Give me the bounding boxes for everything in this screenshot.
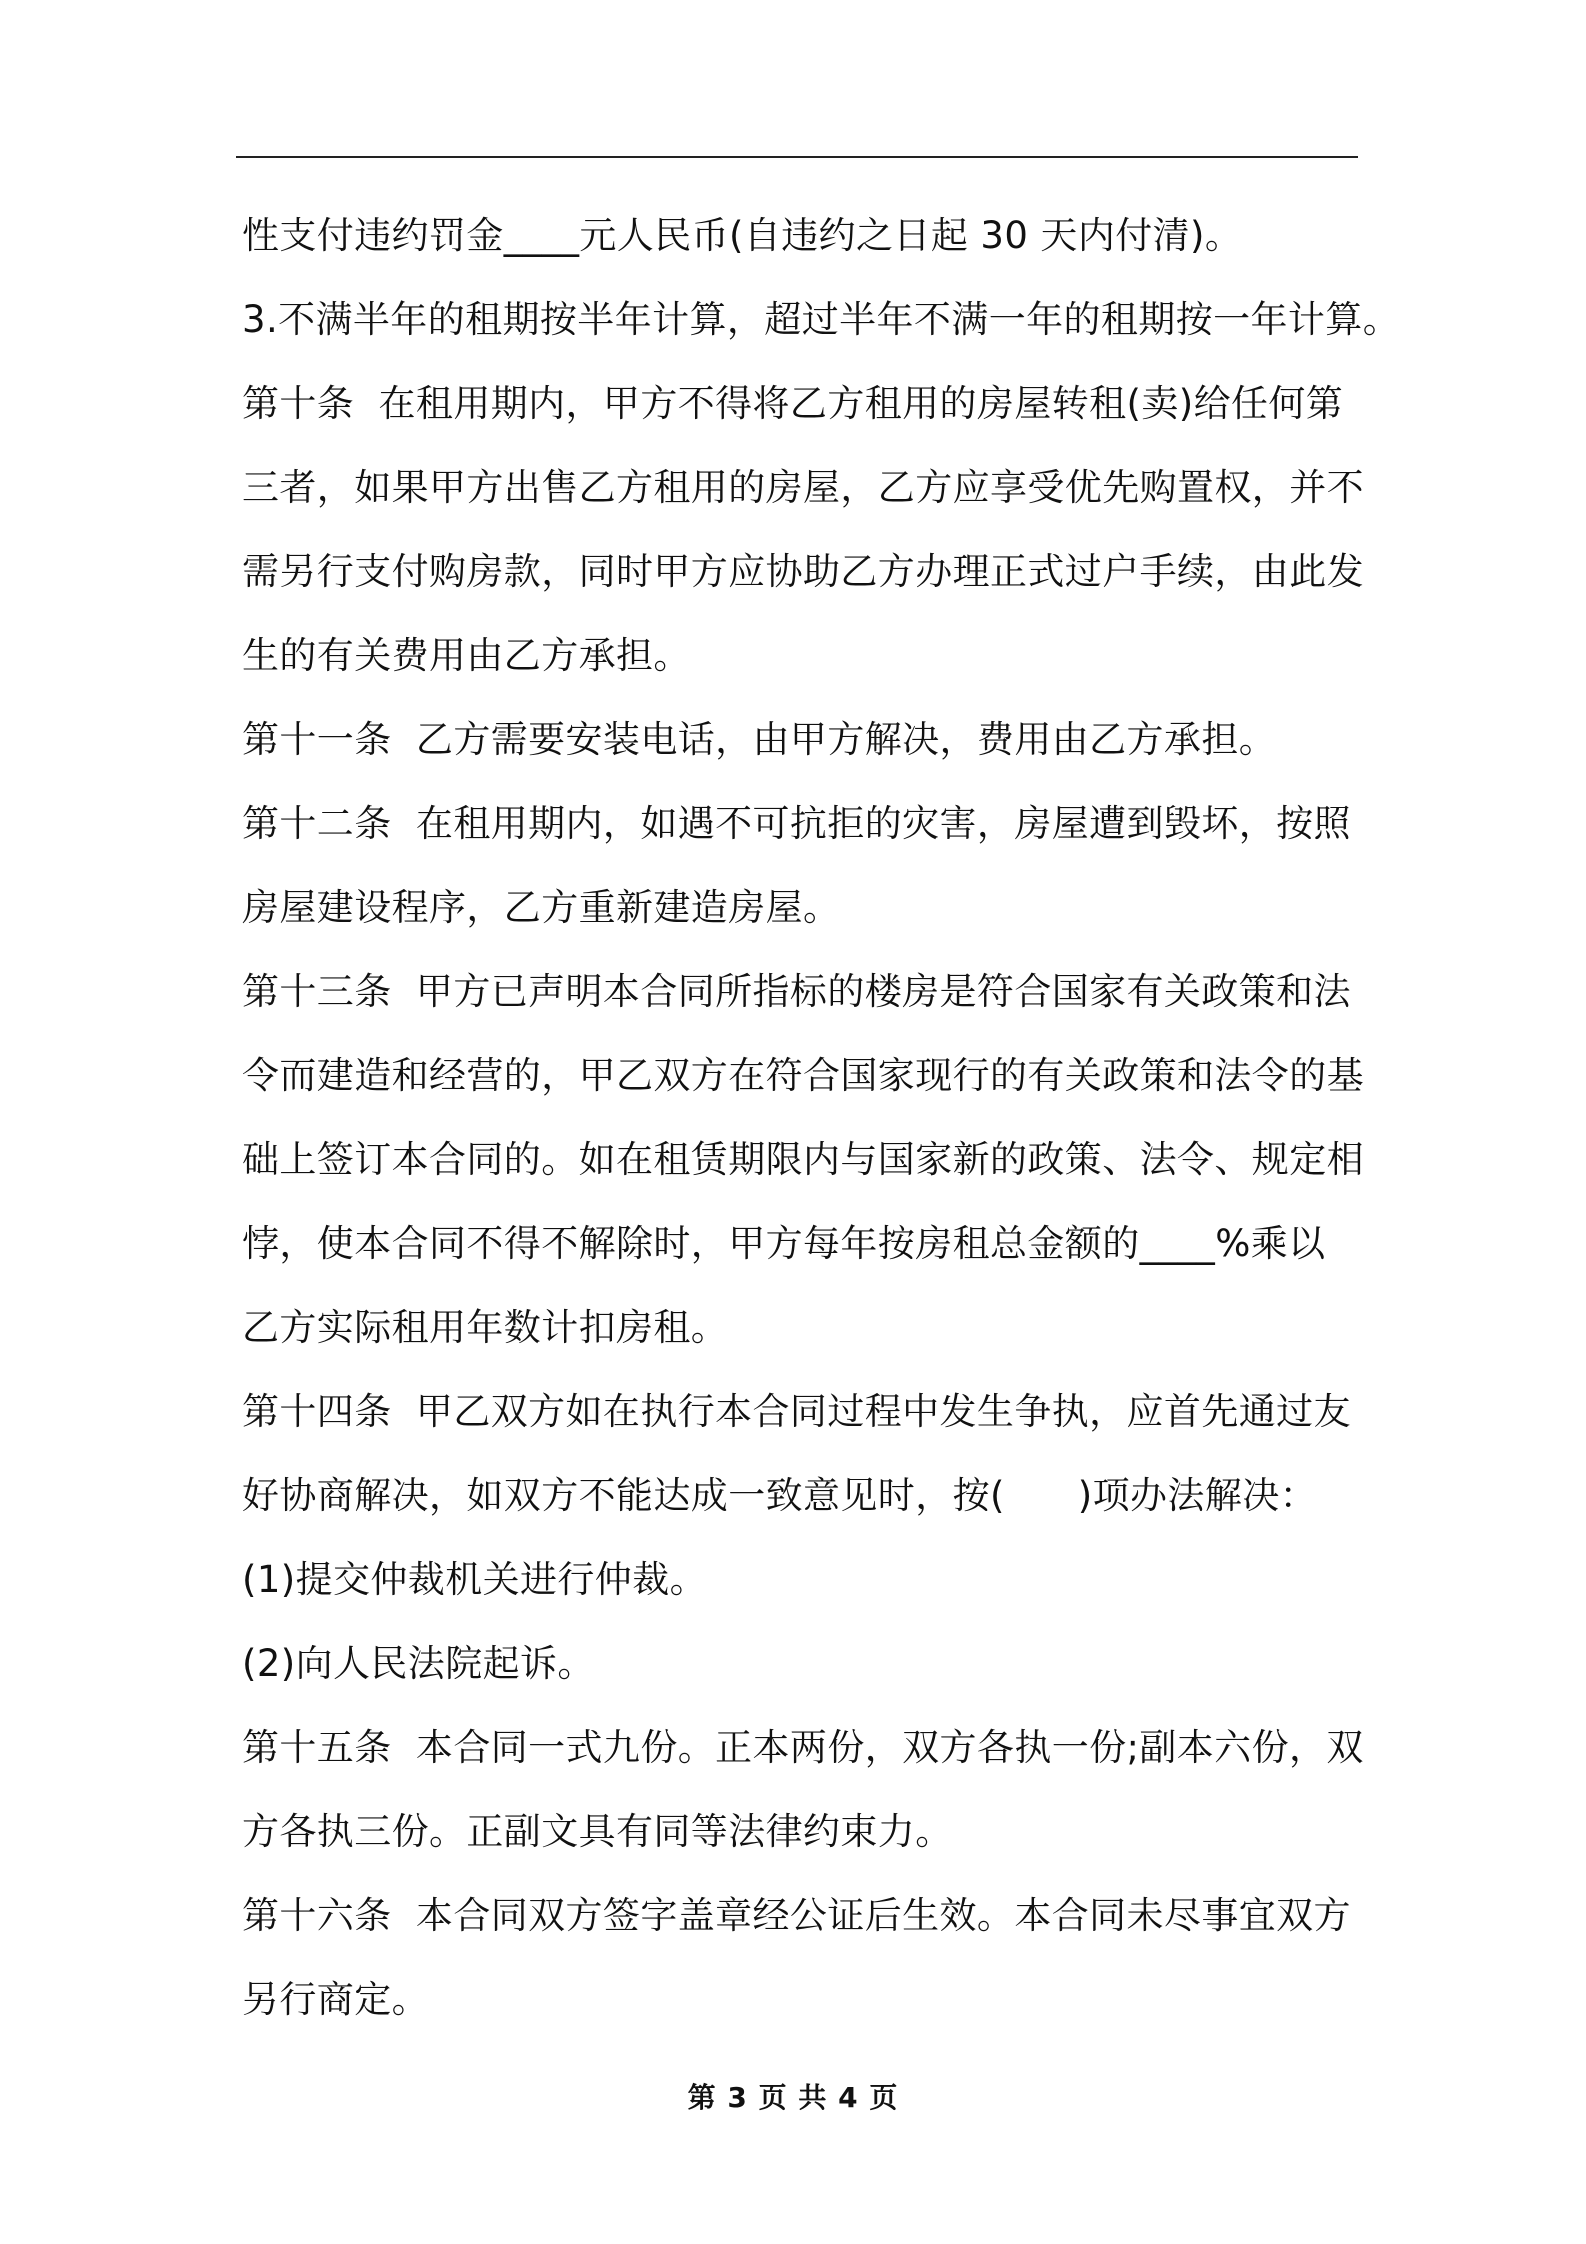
- article-16-line: 第十六条 本合同双方签字盖章经公证后生效。本合同未尽事宜双方: [242, 1894, 1351, 1937]
- contract-body: [242, 194, 1401, 2042]
- article-15-line: 第十五条 本合同一式九份。正本两份，双方各执一份;副本六份，双: [242, 1726, 1364, 1769]
- option-1-line: (1)提交仲裁机关进行仲裁。: [242, 1558, 708, 1601]
- article-12-line: 第十二条 在租用期内，如遇不可抗拒的灾害，房屋遭到毁坏，按照: [242, 802, 1351, 845]
- text-line: 方各执三份。正副文具有同等法律约束力。: [242, 1810, 953, 1853]
- article-10-line: 第十条 在租用期内，甲方不得将乙方租用的房屋转租(卖)给任何第: [242, 382, 1344, 425]
- text-line: 令而建造和经营的，甲乙双方在符合国家现行的有关政策和法令的基: [242, 1054, 1364, 1097]
- text-line: 三者，如果甲方出售乙方租用的房屋，乙方应享受优先购置权，并不: [242, 466, 1364, 509]
- article-14-line: 第十四条 甲乙双方如在执行本合同过程中发生争执，应首先通过友: [242, 1390, 1351, 1433]
- page-number-footer: 第 3 页 共 4 页: [687, 2081, 899, 2114]
- text-line: 需另行支付购房款，同时甲方应协助乙方办理正式过户手续，由此发: [242, 550, 1364, 593]
- text-line: 悖，使本合同不得不解除时，甲方每年按房租总金额的____%乘以: [242, 1222, 1326, 1265]
- text-line: 生的有关费用由乙方承担。: [242, 634, 691, 677]
- text-line: 础上签订本合同的。如在租赁期限内与国家新的政策、法令、规定相: [242, 1138, 1364, 1181]
- text-line: 另行商定。: [242, 1978, 429, 2021]
- text-line: 乙方实际租用年数计扣房租。: [242, 1306, 729, 1349]
- text-line: 房屋建设程序，乙方重新建造房屋。: [242, 886, 841, 929]
- text-line: 性支付违约罚金____元人民币(自违约之日起 30 天内付清)。: [242, 214, 1243, 257]
- article-13-line: 第十三条 甲方已声明本合同所指标的楼房是符合国家有关政策和法: [242, 970, 1351, 1013]
- text-line: 好协商解决，如双方不能达成一致意见时，按( )项办法解决：: [242, 1474, 1318, 1517]
- header-rule: [236, 156, 1358, 158]
- text-line: 3.不满半年的租期按半年计算，超过半年不满一年的租期按一年计算。: [242, 298, 1401, 341]
- option-2-line: (2)向人民法院起诉。: [242, 1642, 595, 1685]
- article-11-line: 第十一条 乙方需要安装电话，由甲方解决，费用由乙方承担。: [242, 718, 1277, 761]
